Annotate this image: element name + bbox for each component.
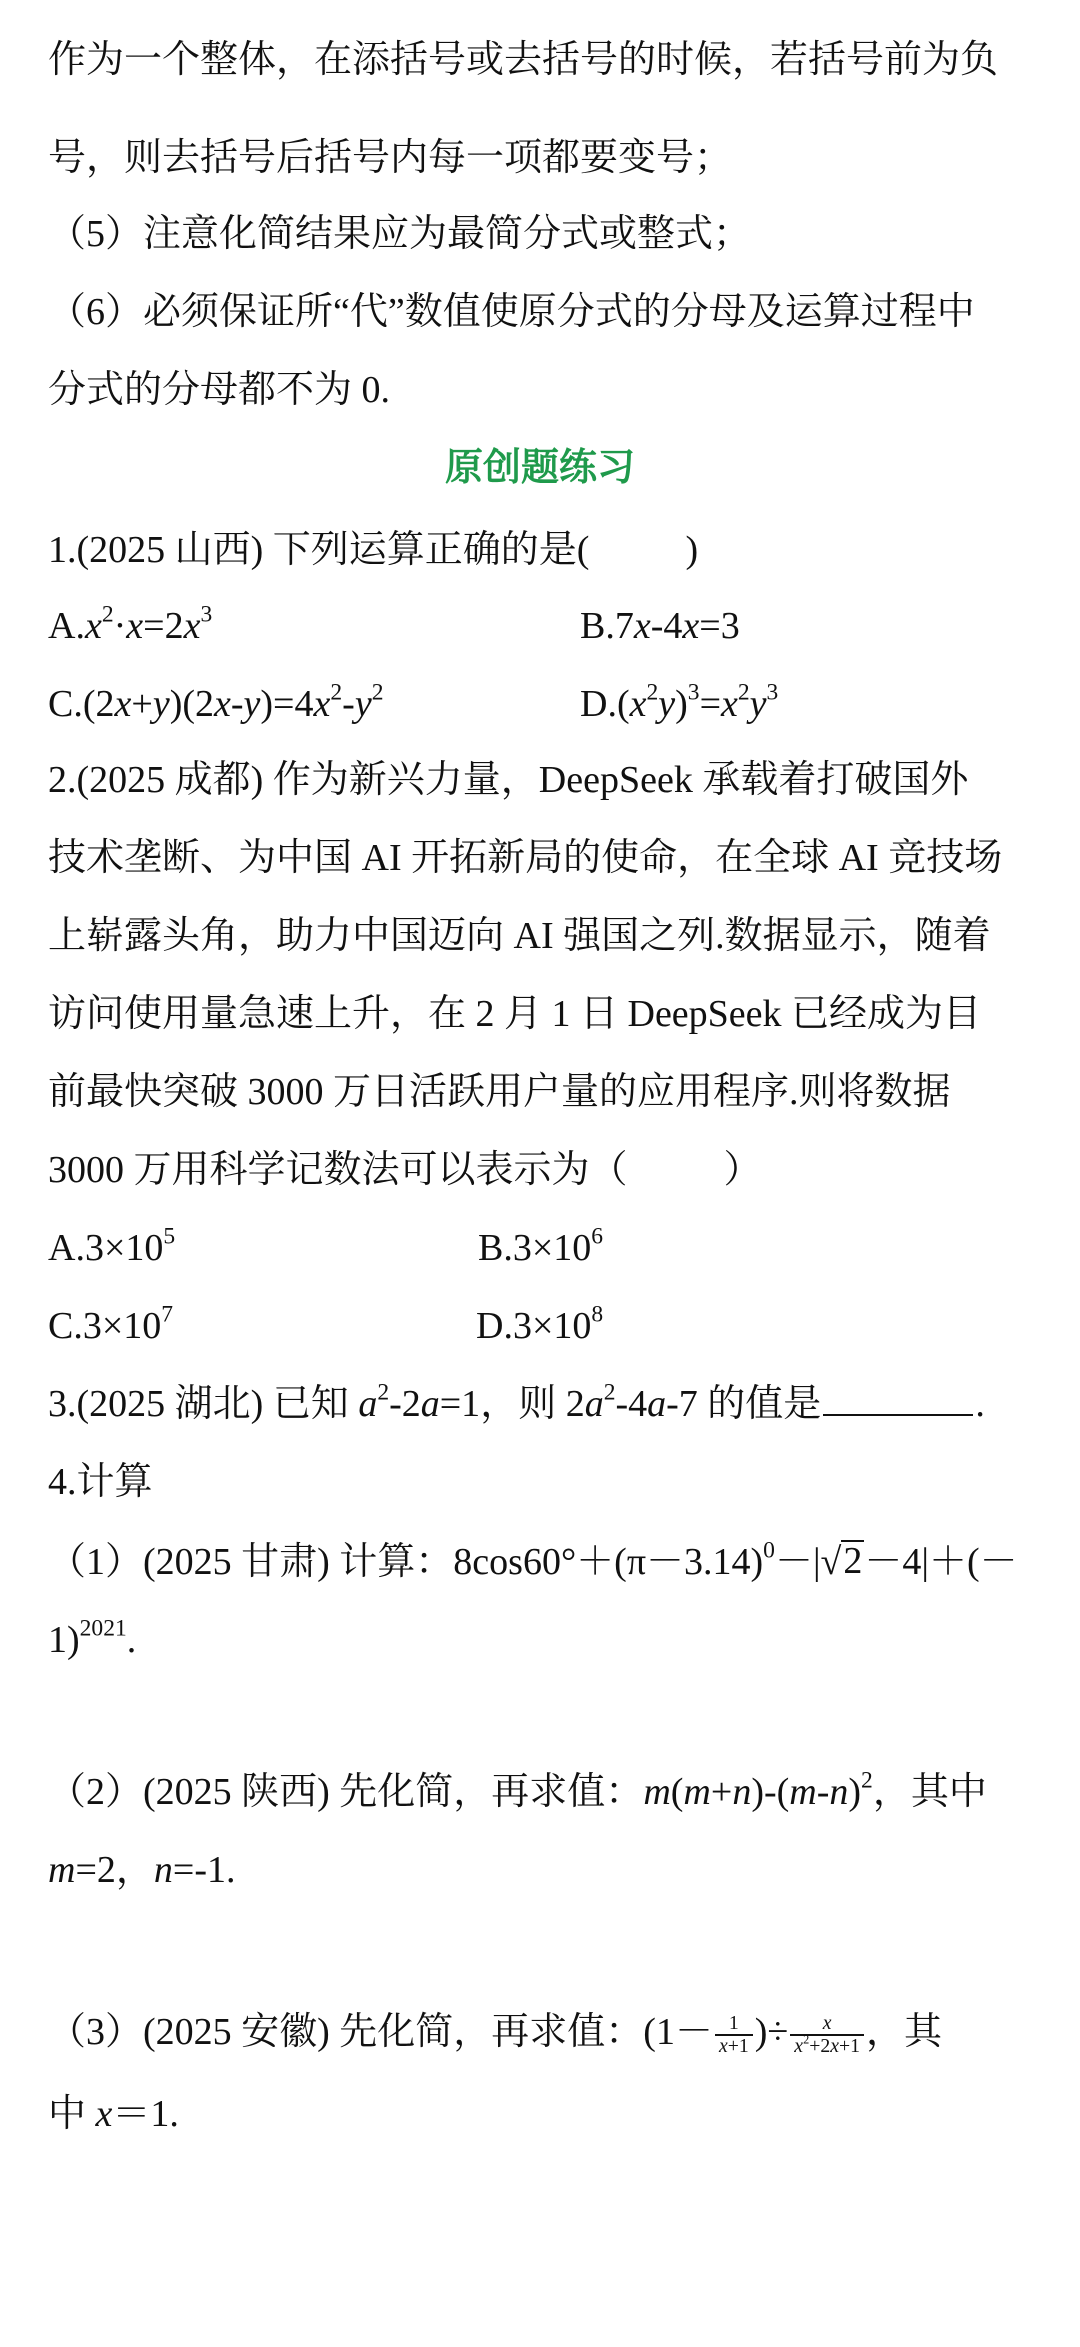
- q4-part-1-line-2: 1)$^{2021}$.: [48, 1615, 137, 1661]
- q4-part-2-line-1: （2）(2025 陕西) 先化简，再求值：$m(m+n)-(m-n)^2$，其中: [48, 1767, 987, 1813]
- q3-answer-blank: [823, 1384, 973, 1416]
- notes-item-6-line-1: （6）必须保证所“代”数值使原分式的分母及运算过程中: [48, 291, 975, 333]
- notes-line-1: 作为一个整体，在添括号或去括号的时候，若括号前为负: [48, 39, 999, 81]
- q2-line-5: 前最快突破 3000 万日活跃用户量的应用程序.则将数据: [48, 1071, 951, 1113]
- q4-part-2-line-2: m=2，n=-1.: [48, 1849, 236, 1891]
- q2-option-d: $D.3\times 10^8$: [476, 1301, 604, 1347]
- fraction-x-over-quadratic: $\frac{x}{x^2+2x+1}$: [790, 2013, 864, 2058]
- fraction-1-over-x-plus-1: $\frac{1}{x+1}$: [715, 2013, 753, 2058]
- q4-part-3-line-2: 中 x＝1.: [48, 2093, 179, 2135]
- section-title: 原创题练习: [444, 447, 635, 489]
- q2-line-3: 上崭露头角，助力中国迈向 AI 强国之列.数据显示，随着: [48, 915, 991, 957]
- q4-part-3-line-1: （3）(2025 安徽) 先化简，再求值：(1－ $\frac{1}{x+1}$ )÷ $\frac{x}{x^2+2x+1}$ ，其: [48, 2011, 943, 2058]
- q2-line-6: 3000 万用科学记数法可以表示为（ ）: [48, 1149, 762, 1191]
- q3-line: 3.(2025 湖北) 已知 $a^2-2a=1$，则 $2a^2-4a-7$ 的值是 .: [48, 1379, 985, 1425]
- q2-option-b: $B.3\times 10^6$: [478, 1223, 604, 1269]
- q1-option-d: $D.(x^2y)^3=x^2y^3$: [580, 679, 779, 725]
- q1-option-c: $C.(2x+y)(2x-y)=4x^2-y^2$: [48, 679, 384, 725]
- q1-stem: 1.(2025 山西) 下列运算正确的是( ): [48, 529, 699, 571]
- notes-line-2: 号，则去括号后括号内每一项都要变号；: [48, 137, 733, 179]
- q2-line-1: 2.(2025 成都) 作为新兴力量，DeepSeek 承载着打破国外: [48, 759, 969, 801]
- notes-item-6-line-2: 分式的分母都不为 0.: [48, 369, 391, 411]
- q2-option-c: $C.3\times 10^7$: [48, 1301, 174, 1347]
- q3-given-equation: $a^2-2a=1$: [358, 1379, 481, 1425]
- q1-option-a: $A.x^2\cdot x=2x^3$: [48, 601, 213, 647]
- q2-line-2: 技术垄断、为中国 AI 开拓新局的使命，在全球 AI 竞技场: [48, 837, 1003, 879]
- notes-item-5: （5）注意化简结果应为最简分式或整式；: [48, 213, 752, 255]
- q1-option-b: B.7x-4x=3: [580, 605, 740, 647]
- q4-title: 4.计算: [48, 1461, 153, 1503]
- q2-line-4: 访问使用量急速上升，在 2 月 1 日 DeepSeek 已经成为目: [48, 993, 982, 1035]
- q3-expression: $2a^2-4a-7$: [565, 1379, 698, 1425]
- q2-option-a: $A.3\times 10^5$: [48, 1223, 176, 1269]
- q4-part-1-line-1: （1）(2025 甘肃) 计算：$8\cos 60^\circ+(\pi-3.14)^0-|$ √ 2 －4|＋(－: [48, 1537, 1018, 1583]
